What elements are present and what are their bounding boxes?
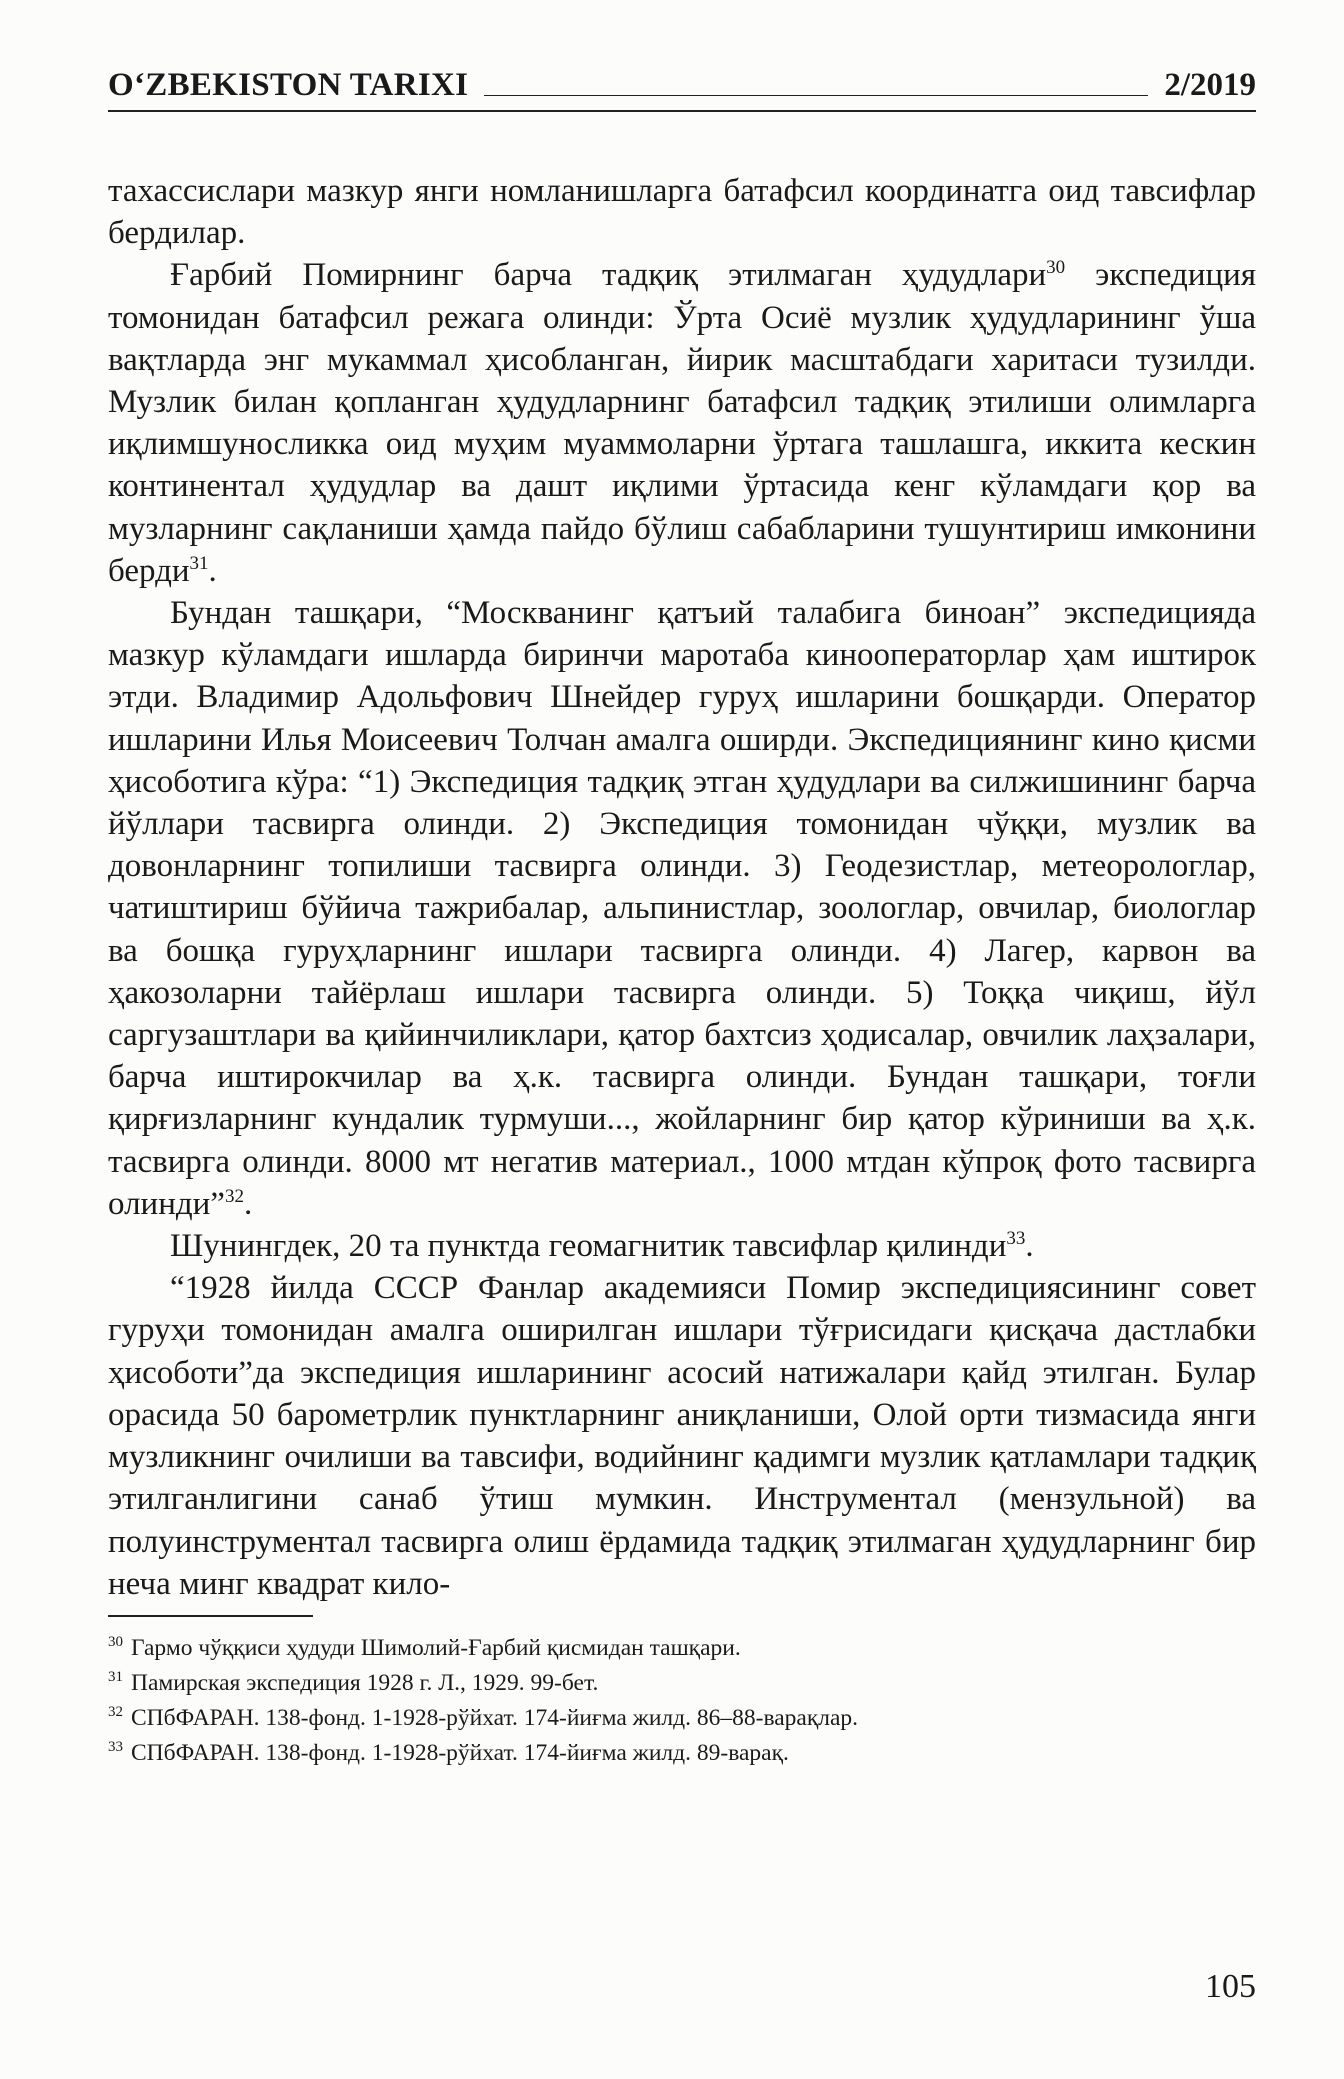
paragraph: тахассислари мазкур янги номланишларга батафсил координатга оид тавсифлар бердилар. bbox=[108, 173, 1256, 252]
footnotes bbox=[108, 1631, 1256, 1771]
footnote-separator bbox=[108, 1615, 313, 1617]
running-header bbox=[108, 58, 1256, 112]
footnote-ref: 30 bbox=[1046, 257, 1066, 279]
footnote-ref: 33 bbox=[1006, 1228, 1026, 1250]
paragraph: Ғарбий Помирнинг барча тадқиқ этилмаган ҳудудлари$^{30}$ экспедиция томонидан батафсил режага олинди: Ўрта Осиё музлик ҳудудларининг ўша вақтларда энг мукаммал ҳисобланган, йирик масштабдаги харитаси тузилди. Музлик билан қопланган ҳудудларнинг батафсил тадқиқ этилиши олимларга иқлимшуносликка оид муҳим муаммоларни ўртага ташлашга, иккита кескин континентал ҳудудлар ва дашт иқлими ўртасида кенг кўламдаги қор ва музларнинг сақланиши ҳамда пайдо бўлиш сабабларини тушунтириш имконини берди$^{31}$. bbox=[108, 257, 1257, 589]
footnote: $^{30}$ Гармо чўққиси ҳудуди Шимолий-Ғарбий қисмидан ташқари. bbox=[108, 1634, 741, 1661]
footnote-ref: 31 bbox=[189, 552, 209, 574]
paragraph: “1928 йилда СССР Фанлар академияси Помир экспедициясининг совет гуруҳи томонидан амалга оширилган ишлари тўғрисидаги қисқача дастлабки ҳисоботи”да экспедиция ишларининг асосий натижалари қайд этилган. Булар орасида 50 барометрлик пунктларнинг аниқланиши, Олой орти тизмасида янги музликнинг очилиши ва тавсифи, водийнинг қадимги музлик қатламлари тадқиқ этилганлигини санаб ўтиш мумкин. Инструментал (мензульной) ва полуинструментал тасвирга олиш ёрдамида тадқиқ этилмаган ҳудудларнинг бир неча минг квадрат кило- bbox=[108, 1270, 1256, 1602]
paragraph: Шунингдек, 20 та пунктда геомагнитик тавсифлар қилинди$^{33}$. bbox=[170, 1228, 1034, 1265]
page-number: 105 bbox=[1205, 1968, 1256, 2005]
journal-title: O‘ZBEKISTON TARIXI bbox=[108, 67, 469, 103]
issue-number: 2/2019 bbox=[1164, 67, 1256, 103]
paragraph: Бундан ташқари, “Москванинг қатъий талабига биноан” экспедицияда мазкур кўламдаги ишларда биринчи маротаба кинооператорлар ҳам иштирок этди. Владимир Адольфович Шнейдер гуруҳ ишларини бошқарди. Оператор ишларини Илья Моисеевич Толчан амалга оширди. Экспедициянинг кино қисми ҳисоботига кўра: “1) Экспедиция тадқиқ этган ҳудудлари ва силжишининг барча йўллари тасвирга олинди. 2) Экспедиция томонидан чўққи, музлик ва довонларнинг топилиши тасвирга олинди. 3) Геодезистлар, метеорологлар, чатиштириш бўйича тажрибалар, альпинистлар, зоологлар, овчилар, биологлар ва бошқа гуруҳларнинг ишлари тасвирга олинди. 4) Лагер, карвон ва ҳакозоларни тайёрлаш ишлари тасвирга олинди. 5) Тоққа чиқиш, йўл саргузаштлари ва қийинчиликлари, қатор бахтсиз ҳодисалар, овчилик лаҳзалари, барча иштирокчилар ва ҳ.к. тасвирга олинди. Бундан ташқари, тоғли қирғизларнинг кундалик турмуши..., жойларнинг бир қатор кўриниши ва ҳ.к. тасвирга олинди. 8000 мт негатив материал., 1000 мтдан кўпроқ фото тасвирга олинди”$^{32}$. bbox=[108, 595, 1256, 1222]
footnote: $^{33}$ СПбФАРАН. 138-фонд. 1-1928-рўйхат. 174-йиғма жилд. 89-варақ. bbox=[108, 1739, 789, 1766]
page bbox=[108, 58, 1256, 1771]
article-body bbox=[108, 170, 1256, 1605]
footnote-ref: 32 bbox=[224, 1185, 244, 1207]
footnote: $^{31}$ Памирская экспедиция 1928 г. Л., 1929. 99-бет. bbox=[108, 1669, 599, 1696]
header-rule bbox=[484, 95, 1148, 96]
footnote: $^{32}$ СПбФАРАН. 138-фонд. 1-1928-рўйхат. 174-йиғма жилд. 86–88-варақлар. bbox=[108, 1704, 859, 1731]
